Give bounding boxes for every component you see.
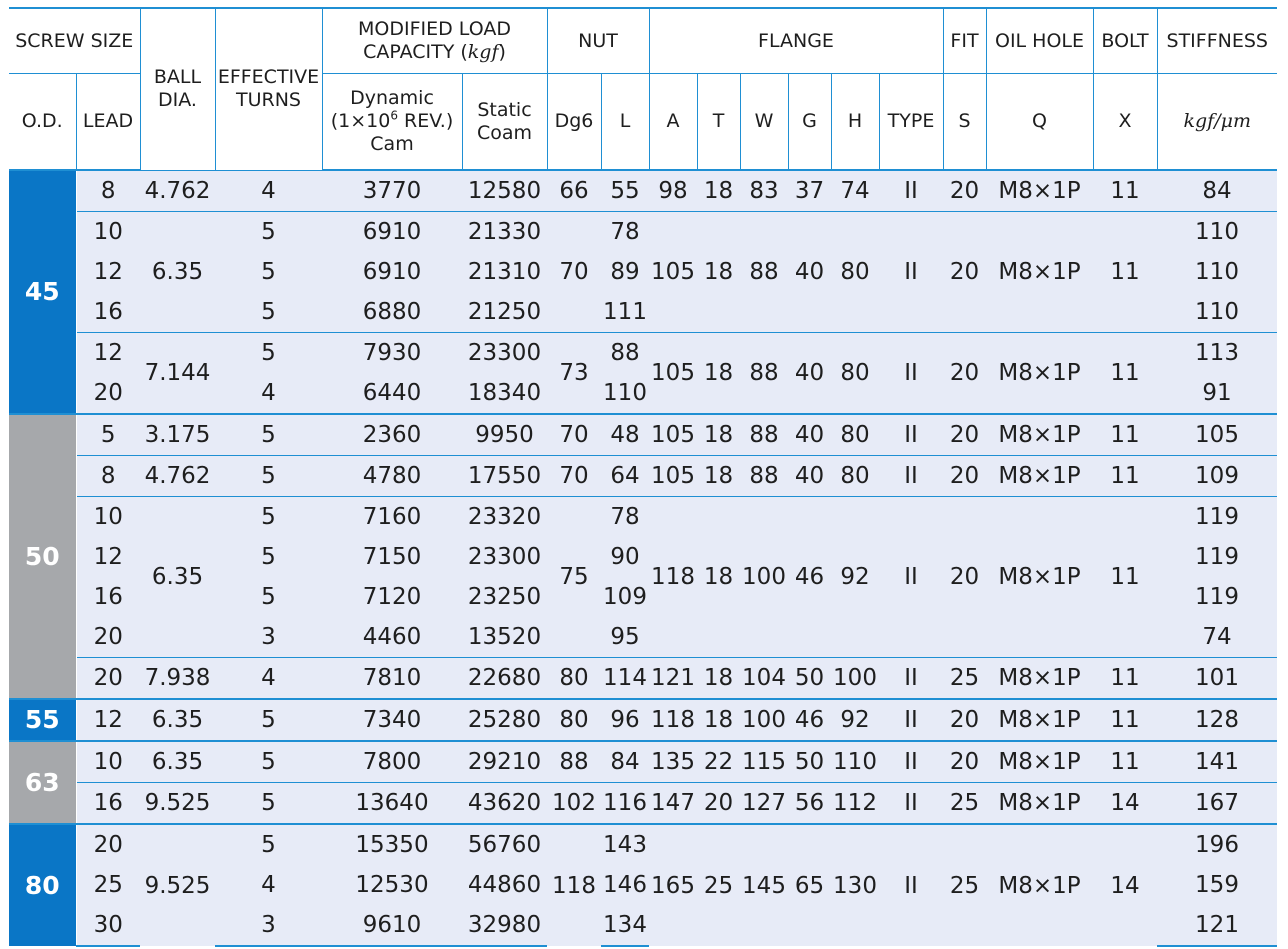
ball-dia-cell: 6.35 <box>140 212 215 333</box>
dynamic-load-cell: 9610 <box>322 905 462 946</box>
nut-l-cell: 134 <box>601 905 649 946</box>
flange-type-cell: II <box>879 658 943 700</box>
static-load-cell: 22680 <box>462 658 547 700</box>
dg6-cell: 70 <box>547 456 601 497</box>
flange-g-cell: 56 <box>788 783 831 825</box>
flange-w-cell: 88 <box>740 414 788 456</box>
table-row <box>9 333 1277 374</box>
dynamic-load-cell: 15350 <box>322 824 462 865</box>
flange-h-cell: 80 <box>831 212 879 333</box>
flange-t-cell: 18 <box>697 658 740 700</box>
flange-g-cell: 40 <box>788 414 831 456</box>
nut-l-cell: 78 <box>601 212 649 253</box>
header-dynamic: Dynamic ($1\times 10^6$ REV.) Cam <box>322 74 462 171</box>
bolt-x-cell: 11 <box>1093 741 1157 783</box>
table-body <box>9 170 1277 946</box>
lead-cell: 10 <box>76 497 140 538</box>
spec-table-container <box>9 7 1277 947</box>
header-dg6: Dg6 <box>547 74 601 171</box>
oil-hole-q-cell: M8×1P <box>986 212 1093 333</box>
turns-cell: 4 <box>215 865 322 905</box>
oil-hole-q-cell: M8×1P <box>986 783 1093 825</box>
header-stiffness-unit: kgf/μm <box>1157 74 1277 171</box>
ball-dia-cell: 7.938 <box>140 658 215 700</box>
flange-w-cell: 88 <box>740 456 788 497</box>
dg6-cell: 118 <box>547 824 601 946</box>
lead-cell: 12 <box>76 333 140 374</box>
bolt-x-cell: 11 <box>1093 414 1157 456</box>
dynamic-load-cell: 4460 <box>322 617 462 658</box>
oil-hole-q-cell: M8×1P <box>986 699 1093 741</box>
nut-l-cell: 78 <box>601 497 649 538</box>
nut-l-cell: 116 <box>601 783 649 825</box>
flange-a-cell: 147 <box>649 783 697 825</box>
fit-s-cell: 25 <box>943 783 986 825</box>
dynamic-load-cell: 7800 <box>322 741 462 783</box>
bolt-x-cell: 11 <box>1093 699 1157 741</box>
flange-w-cell: 100 <box>740 497 788 658</box>
od-band-50: 50 <box>9 414 76 699</box>
dg6-cell: 102 <box>547 783 601 825</box>
flange-t-cell: 25 <box>697 824 740 946</box>
turns-cell: 4 <box>215 170 322 212</box>
table-row <box>9 699 1277 741</box>
flange-h-cell: 80 <box>831 414 879 456</box>
fit-s-cell: 20 <box>943 170 986 212</box>
bolt-x-cell: 14 <box>1093 783 1157 825</box>
fit-s-cell: 20 <box>943 497 986 658</box>
flange-type-cell: II <box>879 741 943 783</box>
flange-g-cell: 40 <box>788 333 831 415</box>
ball-dia-cell: 3.175 <box>140 414 215 456</box>
oil-hole-q-cell: M8×1P <box>986 658 1093 700</box>
flange-w-cell: 115 <box>740 741 788 783</box>
oil-hole-q-cell: M8×1P <box>986 456 1093 497</box>
fit-s-cell: 25 <box>943 824 986 946</box>
nut-l-cell: 84 <box>601 741 649 783</box>
lead-cell: 20 <box>76 373 140 414</box>
lead-cell: 10 <box>76 212 140 253</box>
stiffness-cell: 167 <box>1157 783 1277 825</box>
bolt-x-cell: 11 <box>1093 333 1157 415</box>
flange-a-cell: 118 <box>649 497 697 658</box>
flange-type-cell: II <box>879 783 943 825</box>
static-load-cell: 21310 <box>462 252 547 292</box>
dynamic-load-cell: 7160 <box>322 497 462 538</box>
flange-h-cell: 80 <box>831 333 879 415</box>
dg6-cell: 75 <box>547 497 601 658</box>
turns-cell: 5 <box>215 292 322 333</box>
flange-a-cell: 98 <box>649 170 697 212</box>
bolt-x-cell: 11 <box>1093 658 1157 700</box>
flange-w-cell: 145 <box>740 824 788 946</box>
stiffness-cell: 128 <box>1157 699 1277 741</box>
fit-s-cell: 20 <box>943 414 986 456</box>
flange-w-cell: 88 <box>740 212 788 333</box>
bolt-x-cell: 11 <box>1093 497 1157 658</box>
dg6-cell: 80 <box>547 699 601 741</box>
flange-a-cell: 135 <box>649 741 697 783</box>
dynamic-load-cell: 3770 <box>322 170 462 212</box>
ball-dia-cell: 9.525 <box>140 824 215 946</box>
lead-cell: 16 <box>76 783 140 825</box>
oil-hole-q-cell: M8×1P <box>986 497 1093 658</box>
ball-dia-cell: 6.35 <box>140 699 215 741</box>
flange-g-cell: 46 <box>788 497 831 658</box>
turns-cell: 5 <box>215 824 322 865</box>
flange-a-cell: 121 <box>649 658 697 700</box>
turns-cell: 5 <box>215 741 322 783</box>
flange-h-cell: 110 <box>831 741 879 783</box>
ball-dia-cell: 9.525 <box>140 783 215 825</box>
table-row <box>9 824 1277 865</box>
flange-g-cell: 50 <box>788 741 831 783</box>
static-load-cell: 23300 <box>462 333 547 374</box>
header-w: W <box>740 74 788 171</box>
stiffness-cell: 110 <box>1157 212 1277 253</box>
nut-l-cell: 109 <box>601 577 649 617</box>
bolt-x-cell: 14 <box>1093 824 1157 946</box>
oil-hole-q-cell: M8×1P <box>986 824 1093 946</box>
od-band-55: 55 <box>9 699 76 741</box>
table-row <box>9 741 1277 783</box>
static-load-cell: 23250 <box>462 577 547 617</box>
ball-dia-cell: 7.144 <box>140 333 215 415</box>
stiffness-cell: 119 <box>1157 577 1277 617</box>
static-load-cell: 17550 <box>462 456 547 497</box>
flange-t-cell: 18 <box>697 212 740 333</box>
dynamic-load-cell: 12530 <box>322 865 462 905</box>
lead-cell: 20 <box>76 617 140 658</box>
header-bolt: BOLT <box>1093 8 1157 74</box>
header-x: X <box>1093 74 1157 171</box>
header-ball-dia: BALL DIA. <box>140 8 215 170</box>
flange-type-cell: II <box>879 497 943 658</box>
flange-g-cell: 40 <box>788 212 831 333</box>
flange-type-cell: II <box>879 456 943 497</box>
header-screw-size: SCREW SIZE <box>9 8 140 74</box>
ball-dia-cell: 4.762 <box>140 456 215 497</box>
table-row <box>9 170 1277 212</box>
static-load-cell: 43620 <box>462 783 547 825</box>
dynamic-load-cell: 7810 <box>322 658 462 700</box>
flange-h-cell: 100 <box>831 658 879 700</box>
oil-hole-q-cell: M8×1P <box>986 741 1093 783</box>
flange-a-cell: 165 <box>649 824 697 946</box>
flange-t-cell: 18 <box>697 699 740 741</box>
nut-l-cell: 90 <box>601 537 649 577</box>
fit-s-cell: 20 <box>943 456 986 497</box>
flange-type-cell: II <box>879 414 943 456</box>
lead-cell: 16 <box>76 577 140 617</box>
lead-cell: 5 <box>76 414 140 456</box>
dynamic-load-cell: 6440 <box>322 373 462 414</box>
header-s: S <box>943 74 986 171</box>
flange-h-cell: 130 <box>831 824 879 946</box>
turns-cell: 5 <box>215 577 322 617</box>
header-flange: FLANGE <box>649 8 943 74</box>
table-row <box>9 658 1277 700</box>
flange-t-cell: 18 <box>697 414 740 456</box>
flange-type-cell: II <box>879 212 943 333</box>
stiffness-cell: 110 <box>1157 252 1277 292</box>
nut-l-cell: 111 <box>601 292 649 333</box>
fit-s-cell: 20 <box>943 741 986 783</box>
flange-g-cell: 40 <box>788 456 831 497</box>
od-band-63: 63 <box>9 741 76 824</box>
dynamic-load-cell: 7930 <box>322 333 462 374</box>
oil-hole-q-cell: M8×1P <box>986 170 1093 212</box>
flange-type-cell: II <box>879 333 943 415</box>
table-row <box>9 456 1277 497</box>
nut-l-cell: 48 <box>601 414 649 456</box>
stiffness-cell: 74 <box>1157 617 1277 658</box>
fit-s-cell: 20 <box>943 699 986 741</box>
nut-l-cell: 110 <box>601 373 649 414</box>
turns-cell: 5 <box>215 699 322 741</box>
flange-a-cell: 105 <box>649 456 697 497</box>
header-nut: NUT <box>547 8 649 74</box>
stiffness-cell: 105 <box>1157 414 1277 456</box>
turns-cell: 3 <box>215 905 322 946</box>
bolt-x-cell: 11 <box>1093 212 1157 333</box>
ball-dia-cell: 4.762 <box>140 170 215 212</box>
nut-l-cell: 114 <box>601 658 649 700</box>
header-type: TYPE <box>879 74 943 171</box>
header-l: L <box>601 74 649 171</box>
table-row <box>9 497 1277 538</box>
flange-h-cell: 80 <box>831 456 879 497</box>
static-load-cell: 23320 <box>462 497 547 538</box>
static-load-cell: 32980 <box>462 905 547 946</box>
nut-l-cell: 88 <box>601 333 649 374</box>
nut-l-cell: 64 <box>601 456 649 497</box>
stiffness-cell: 159 <box>1157 865 1277 905</box>
static-load-cell: 21330 <box>462 212 547 253</box>
dg6-cell: 66 <box>547 170 601 212</box>
oil-hole-q-cell: M8×1P <box>986 414 1093 456</box>
static-load-cell: 44860 <box>462 865 547 905</box>
nut-l-cell: 96 <box>601 699 649 741</box>
header-a: A <box>649 74 697 171</box>
dynamic-load-cell: 6910 <box>322 212 462 253</box>
lead-cell: 25 <box>76 865 140 905</box>
table-header <box>9 8 1277 170</box>
flange-g-cell: 65 <box>788 824 831 946</box>
flange-h-cell: 74 <box>831 170 879 212</box>
od-band-45: 45 <box>9 170 76 414</box>
stiffness-cell: 119 <box>1157 537 1277 577</box>
nut-l-cell: 143 <box>601 824 649 865</box>
dynamic-load-cell: 7150 <box>322 537 462 577</box>
flange-a-cell: 105 <box>649 333 697 415</box>
lead-cell: 8 <box>76 456 140 497</box>
flange-g-cell: 37 <box>788 170 831 212</box>
lead-cell: 16 <box>76 292 140 333</box>
lead-cell: 12 <box>76 537 140 577</box>
dg6-cell: 80 <box>547 658 601 700</box>
header-stiffness: STIFFNESS <box>1157 8 1277 74</box>
static-load-cell: 13520 <box>462 617 547 658</box>
header-oil-hole: OIL HOLE <box>986 8 1093 74</box>
fit-s-cell: 25 <box>943 658 986 700</box>
nut-l-cell: 89 <box>601 252 649 292</box>
stiffness-cell: 121 <box>1157 905 1277 946</box>
static-load-cell: 56760 <box>462 824 547 865</box>
flange-h-cell: 112 <box>831 783 879 825</box>
table-row <box>9 212 1277 253</box>
fit-s-cell: 20 <box>943 212 986 333</box>
dynamic-load-cell: 7340 <box>322 699 462 741</box>
turns-cell: 5 <box>215 333 322 374</box>
stiffness-cell: 110 <box>1157 292 1277 333</box>
flange-g-cell: 50 <box>788 658 831 700</box>
stiffness-cell: 141 <box>1157 741 1277 783</box>
flange-t-cell: 18 <box>697 456 740 497</box>
stiffness-cell: 91 <box>1157 373 1277 414</box>
flange-t-cell: 22 <box>697 741 740 783</box>
flange-h-cell: 92 <box>831 699 879 741</box>
stiffness-cell: 196 <box>1157 824 1277 865</box>
flange-g-cell: 46 <box>788 699 831 741</box>
flange-type-cell: II <box>879 170 943 212</box>
flange-t-cell: 20 <box>697 783 740 825</box>
dg6-cell: 73 <box>547 333 601 415</box>
dg6-cell: 70 <box>547 414 601 456</box>
table-row <box>9 783 1277 825</box>
table-row <box>9 414 1277 456</box>
header-h: H <box>831 74 879 171</box>
ball-screw-spec-table <box>9 7 1277 947</box>
lead-cell: 10 <box>76 741 140 783</box>
flange-t-cell: 18 <box>697 333 740 415</box>
header-g: G <box>788 74 831 171</box>
turns-cell: 3 <box>215 617 322 658</box>
flange-w-cell: 83 <box>740 170 788 212</box>
header-load-capacity: MODIFIED LOAD CAPACITY (kgf) <box>322 8 547 74</box>
flange-h-cell: 92 <box>831 497 879 658</box>
flange-a-cell: 118 <box>649 699 697 741</box>
lead-cell: 12 <box>76 699 140 741</box>
static-load-cell: 9950 <box>462 414 547 456</box>
lead-cell: 8 <box>76 170 140 212</box>
stiffness-cell: 101 <box>1157 658 1277 700</box>
flange-w-cell: 127 <box>740 783 788 825</box>
stiffness-cell: 113 <box>1157 333 1277 374</box>
static-load-cell: 21250 <box>462 292 547 333</box>
header-fit: FIT <box>943 8 986 74</box>
stiffness-cell: 119 <box>1157 497 1277 538</box>
stiffness-cell: 109 <box>1157 456 1277 497</box>
dynamic-load-cell: 6910 <box>322 252 462 292</box>
header-lead: LEAD <box>76 74 140 171</box>
fit-s-cell: 20 <box>943 333 986 415</box>
turns-cell: 4 <box>215 658 322 700</box>
dynamic-load-cell: 6880 <box>322 292 462 333</box>
lead-cell: 20 <box>76 658 140 700</box>
lead-cell: 20 <box>76 824 140 865</box>
static-load-cell: 29210 <box>462 741 547 783</box>
turns-cell: 5 <box>215 783 322 825</box>
flange-type-cell: II <box>879 699 943 741</box>
header-static: Static Coam <box>462 74 547 171</box>
flange-type-cell: II <box>879 824 943 946</box>
lead-cell: 12 <box>76 252 140 292</box>
flange-a-cell: 105 <box>649 212 697 333</box>
static-load-cell: 12580 <box>462 170 547 212</box>
flange-w-cell: 104 <box>740 658 788 700</box>
static-load-cell: 18340 <box>462 373 547 414</box>
od-band-80: 80 <box>9 824 76 946</box>
dg6-cell: 88 <box>547 741 601 783</box>
nut-l-cell: 55 <box>601 170 649 212</box>
bolt-x-cell: 11 <box>1093 170 1157 212</box>
flange-t-cell: 18 <box>697 170 740 212</box>
flange-w-cell: 100 <box>740 699 788 741</box>
oil-hole-q-cell: M8×1P <box>986 333 1093 415</box>
flange-t-cell: 18 <box>697 497 740 658</box>
header-q: Q <box>986 74 1093 171</box>
turns-cell: 5 <box>215 456 322 497</box>
flange-a-cell: 105 <box>649 414 697 456</box>
header-t: T <box>697 74 740 171</box>
nut-l-cell: 95 <box>601 617 649 658</box>
lead-cell: 30 <box>76 905 140 946</box>
turns-cell: 5 <box>215 212 322 253</box>
dynamic-load-cell: 7120 <box>322 577 462 617</box>
dynamic-load-cell: 13640 <box>322 783 462 825</box>
header-od: O.D. <box>9 74 76 171</box>
stiffness-cell: 84 <box>1157 170 1277 212</box>
static-load-cell: 23300 <box>462 537 547 577</box>
dg6-cell: 70 <box>547 212 601 333</box>
turns-cell: 5 <box>215 414 322 456</box>
bolt-x-cell: 11 <box>1093 456 1157 497</box>
turns-cell: 4 <box>215 373 322 414</box>
ball-dia-cell: 6.35 <box>140 741 215 783</box>
turns-cell: 5 <box>215 497 322 538</box>
turns-cell: 5 <box>215 252 322 292</box>
flange-w-cell: 88 <box>740 333 788 415</box>
dynamic-load-cell: 4780 <box>322 456 462 497</box>
turns-cell: 5 <box>215 537 322 577</box>
dynamic-load-cell: 2360 <box>322 414 462 456</box>
static-load-cell: 25280 <box>462 699 547 741</box>
ball-dia-cell: 6.35 <box>140 497 215 658</box>
nut-l-cell: 146 <box>601 865 649 905</box>
header-effective-turns: EFFECTIVE TURNS <box>215 8 322 170</box>
